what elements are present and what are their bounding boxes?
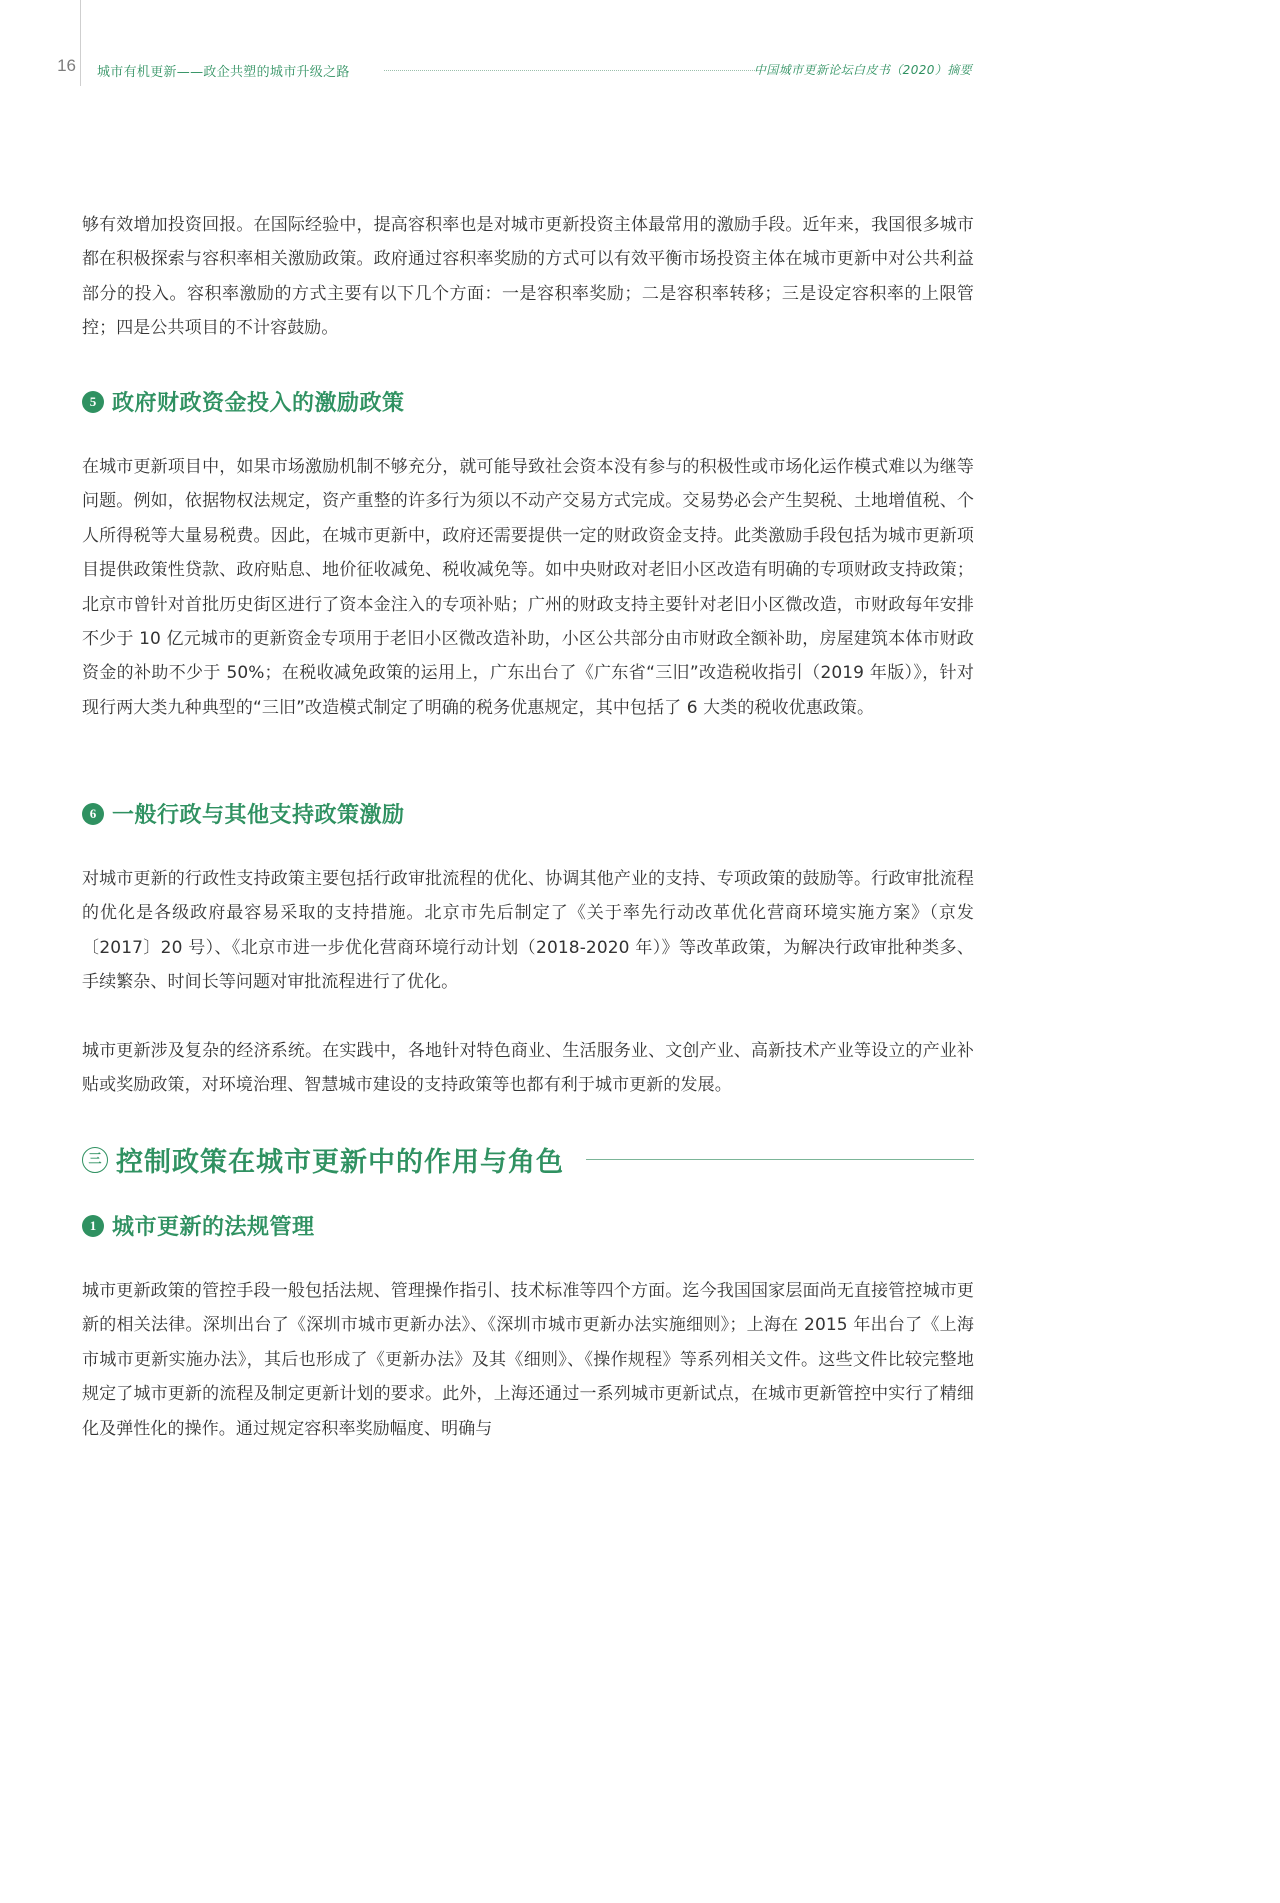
paragraph-fiscal: 在城市更新项目中，如果市场激励机制不够充分，就可能导致社会资本没有参与的积极性或市场化运作模式难以为继等问题。例如，依据物权法规定，资产重整的许多行为须以不动产交易方式完成。交易势必会产生契税、土地增值税、个人所得税等大量易税费。因此，在城市更新中，政府还需要提供一定的财政资金支持。此类激励手段包括为城市更新项目提供政策性贷款、政府贴息、地价征收减免、税收减免等。如中央财政对老旧小区改造有明确的专项财政支持政策；北京市曾针对首批历史街区进行了资本金注入的专项补贴；广州的财政支持主要针对老旧小区微改造，市财政每年安排不少于 10 亿元城市的更新资金专项用于老旧小区微改造补助，小区公共部分由市财政全额补助，房屋建筑本体市财政资金的补助不少于 50%；在税收减免政策的运用上，广东出台了《广东省“三旧”改造税收指引（2019 年版）》，针对现行两大类九种典型的“三旧”改造模式制定了明确的税务优惠规定，其中包括了 6 大类的税收优惠政策。 [82, 457, 974, 718]
subheading-6-text: 一般行政与其他支持政策激励 [112, 803, 405, 828]
header-divider-line [80, 0, 81, 86]
page-number: 16 [57, 56, 76, 75]
body-block-admin [82, 862, 974, 1102]
paragraph-law: 城市更新政策的管控手段一般包括法规、管理操作指引、技术标准等四个方面。迄今我国国家层面尚无直接管控城市更新的相关法律。深圳出台了《深圳市城市更新办法》、《深圳市城市更新办法实施细则》；上海在 2015 年出台了《上海市城市更新实施办法》，其后也形成了《更新办法》及其《细则》、《操作规程》等系列相关文件。这些文件比较完整地规定了城市更新的流程及制定更新计划的要求。此外，上海还通过一系列城市更新试点，在城市更新管控中实行了精细化及弹性化的操作。通过规定容积率奖励幅度、明确与 [82, 1281, 974, 1439]
number-badge-6: 6 [82, 803, 104, 825]
body-block-intro [82, 208, 974, 346]
section-heading-text: 控制政策在城市更新中的作用与角色 [116, 1147, 564, 1178]
running-header-report-title: 中国城市更新论坛白皮书（2020）摘要 [753, 63, 972, 77]
body-block-law [82, 1274, 974, 1446]
section-heading-rule [586, 1159, 974, 1160]
subheading-1-text: 城市更新的法规管理 [112, 1215, 315, 1240]
number-badge-1: 1 [82, 1215, 104, 1237]
subheading-1 [82, 1210, 315, 1241]
section-number-badge: 三 [82, 1147, 108, 1173]
paragraph-admin-2: 城市更新涉及复杂的经济系统。在实践中，各地针对特色商业、生活服务业、文创产业、高新技术产业等设立的产业补贴或奖励政策，对环境治理、智慧城市建设的支持政策等也都有利于城市更新的发展。 [82, 1040, 974, 1096]
subheading-5 [82, 386, 405, 417]
body-block-fiscal [82, 450, 974, 725]
subheading-5-text: 政府财政资金投入的激励政策 [112, 391, 405, 416]
section-heading-3 [82, 1140, 974, 1179]
running-header-book-title: 城市有机更新——政企共塑的城市升级之路 [97, 65, 350, 80]
paragraph-intro: 够有效增加投资回报。在国际经验中，提高容积率也是对城市更新投资主体最常用的激励手段。近年来，我国很多城市都在积极探索与容积率相关激励政策。政府通过容积率奖励的方式可以有效平衡市场投资主体在城市更新中对公共利益部分的投入。容积率激励的方式主要有以下几个方面：一是容积率奖励；二是容积率转移；三是设定容积率的上限管控；四是公共项目的不计容鼓励。 [82, 215, 974, 339]
header-dotted-rule [384, 70, 757, 71]
subheading-6 [82, 798, 405, 829]
paragraph-admin-1: 对城市更新的行政性支持政策主要包括行政审批流程的优化、协调其他产业的支持、专项政策的鼓励等。行政审批流程的优化是各级政府最容易采取的支持措施。北京市先后制定了《关于率先行动改革优化营商环境实施方案》（京发〔2017〕20 号）、《北京市进一步优化营商环境行动计划（2018-2020 年）》等改革政策，为解决行政审批种类多、手续繁杂、时间长等问题对审批流程进行了优化。 [82, 869, 974, 993]
number-badge-5: 5 [82, 391, 104, 413]
